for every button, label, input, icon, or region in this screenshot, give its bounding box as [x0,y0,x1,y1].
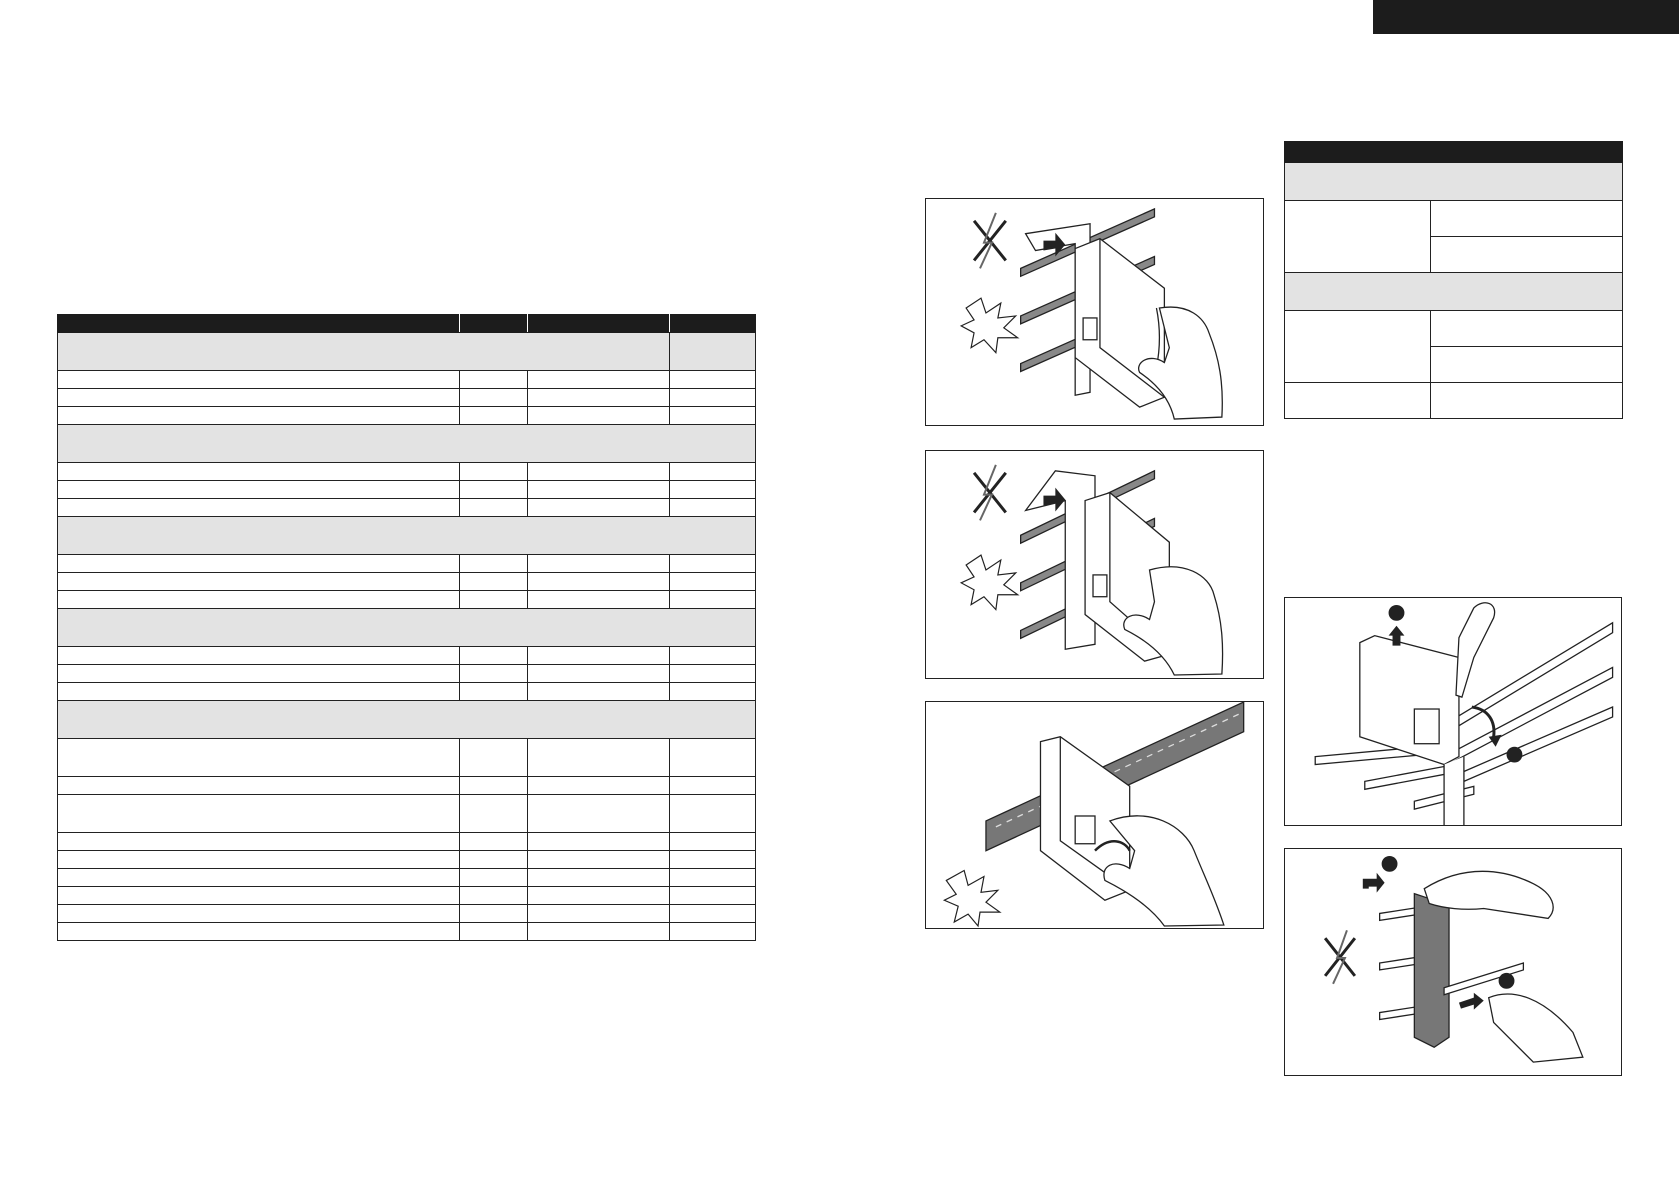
table-row [58,591,756,609]
section-title-cell [58,701,756,739]
header-cell [670,315,756,333]
table-row [58,777,756,795]
table-row [1285,383,1623,419]
side-table [1284,141,1622,419]
figure-mount-step-3 [925,701,1264,929]
table-row [58,481,756,499]
screwdriver-icon [1489,994,1583,1062]
table-row [58,371,756,389]
table-row [58,795,756,833]
section-band [58,517,756,555]
no-tool-icon [1325,930,1355,984]
table-row [58,869,756,887]
row-label-cell [1285,311,1431,383]
table-row [58,463,756,481]
figure-mount-step-2 [925,450,1264,679]
table-row [58,833,756,851]
table-row [58,683,756,701]
figure-remove-step-2 [1284,848,1622,1076]
table-header-row [58,315,756,333]
table-row [58,407,756,425]
table-row [1285,201,1623,237]
table-row [58,647,756,665]
section-band [1285,273,1623,311]
header-cell [528,315,670,333]
section-band [58,701,756,739]
section-note-cell [670,333,756,371]
table-row [58,499,756,517]
figure-mount-step-1 [925,198,1264,426]
header-cell [58,315,460,333]
screwdriver-icon [1456,603,1495,697]
section-band [58,609,756,647]
table-row [58,739,756,777]
no-tool-icon [974,465,1006,521]
table-row [1285,311,1623,347]
section-band [58,425,756,463]
rail-module-illustration [926,451,1263,678]
table-row [58,389,756,407]
step-marker-icon [1389,605,1405,621]
no-tool-icon [974,213,1006,269]
specification-table [57,314,755,941]
table-row [58,665,756,683]
header-cell [1285,142,1623,163]
rail-module-illustration [1285,849,1621,1075]
section-title-cell [58,517,756,555]
din-rail-illustration [926,702,1263,928]
table-row [58,851,756,869]
step-marker-icon [1499,973,1515,989]
page-corner-tab [1373,0,1679,34]
section-title-cell [1285,163,1623,201]
figure-remove-step-1 [1284,597,1622,826]
table-row [58,923,756,941]
section-title-cell [58,609,756,647]
row-label-cell [1285,383,1431,419]
header-cell [460,315,528,333]
section-title-cell [1285,273,1623,311]
section-band [1285,163,1623,201]
step-marker-icon [1382,856,1398,872]
table-header-row [1285,142,1623,163]
hand-icon [1104,816,1224,926]
table-row [58,887,756,905]
table-row [58,905,756,923]
table-row [58,555,756,573]
table-row [58,573,756,591]
step-marker-icon [1507,747,1523,763]
row-label-cell [1285,201,1431,273]
section-title-cell [58,425,756,463]
rail-module-illustration [926,199,1263,425]
rail-module-illustration [1285,598,1621,825]
section-band [58,333,756,371]
section-title-cell [58,333,670,371]
